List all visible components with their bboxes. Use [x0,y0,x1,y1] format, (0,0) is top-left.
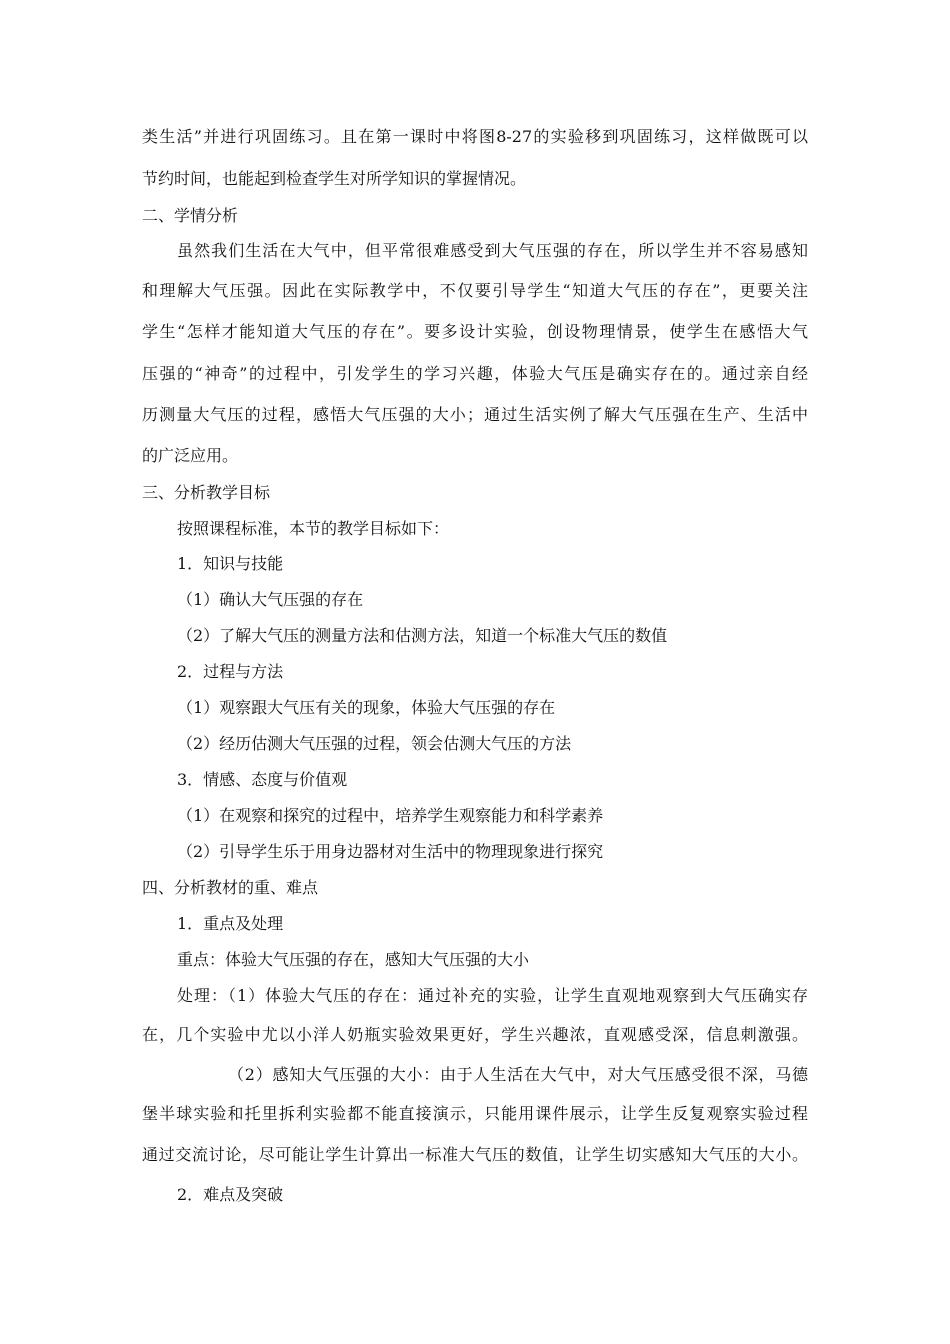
list-item: （1）在观察和探究的过程中，培养学生观察能力和科学素养 [177,806,604,825]
list-item: （2）引导学生乐于用身边器材对生活中的物理现象进行探究 [177,842,604,861]
text-line: （2）感知大气压强的大小：由于人生活在大气中，对大气压感受很不深，马德 [228,1065,808,1084]
text-line: 处理：（1）体验大气压的存在：通过补充的实验，让学生直观地观察到大气压确实存 [177,986,808,1005]
text-line: 压强的“神奇”的过程中，引发学生的学习兴趣，体验大气压是确实存在的。通过亲自经 [142,364,808,383]
text-line: 学生“怎样才能知道大气压的存在”。要多设计实验，创设物理情景，使学生在感悟大气 [142,322,808,341]
text-line: 虽然我们生活在大气中，但平常很难感受到大气压强的存在，所以学生并不容易感知 [177,241,808,260]
list-item: （1）观察跟大气压有关的现象，体验大气压强的存在 [177,698,556,717]
list-item: （2）经历估测大气压强的过程，领会估测大气压的方法 [177,734,572,753]
text-line: 的广泛应用。 [142,446,239,465]
text-line: 在，几个实验中尤以小洋人奶瓶实验效果更好，学生兴趣浓，直观感受深，信息刺激强。 [142,1025,808,1044]
text-line: 通过交流讨论，尽可能让学生计算出一标准大气压的数值，让学生切实感知大气压的大小。 [142,1145,808,1164]
subheading: 1．重点及处理 [177,914,284,933]
text-line: 节约时间，也能起到检查学生对所学知识的掌握情况。 [142,169,527,188]
list-item: （2）了解大气压的测量方法和估测方法，知道一个标准大气压的数值 [177,626,668,645]
text-line: 重点：体验大气压强的存在，感知大气压强的大小 [177,950,530,969]
text-line: 历测量大气压的过程，感悟大气压强的大小；通过生活实例了解大气压强在生产、生活中 [142,405,808,424]
subheading: 1．知识与技能 [177,554,284,573]
section-heading: 三、分析教学目标 [142,483,271,502]
section-heading: 四、分析教材的重、难点 [142,878,319,897]
subheading: 2．难点及突破 [177,1185,284,1204]
text-line: 堡半球实验和托里拆利实验都不能直接演示，只能用课件展示，让学生反复观察实验过程 [142,1104,808,1123]
subheading: 3．情感、态度与价值观 [177,770,348,789]
text-line: 和理解大气压强。因此在实际教学中，不仅要引导学生“知道大气压的存在”，更要关注 [142,281,808,300]
section-heading: 二、学情分析 [142,206,239,225]
subheading: 2．过程与方法 [177,662,284,681]
list-item: （1）确认大气压强的存在 [177,590,364,609]
text-line: 按照课程标准，本节的教学目标如下： [177,519,450,538]
text-line: 类生活”并进行巩固练习。且在第一课时中将图8-27的实验移到巩固练习，这样做既可以 [142,127,808,146]
